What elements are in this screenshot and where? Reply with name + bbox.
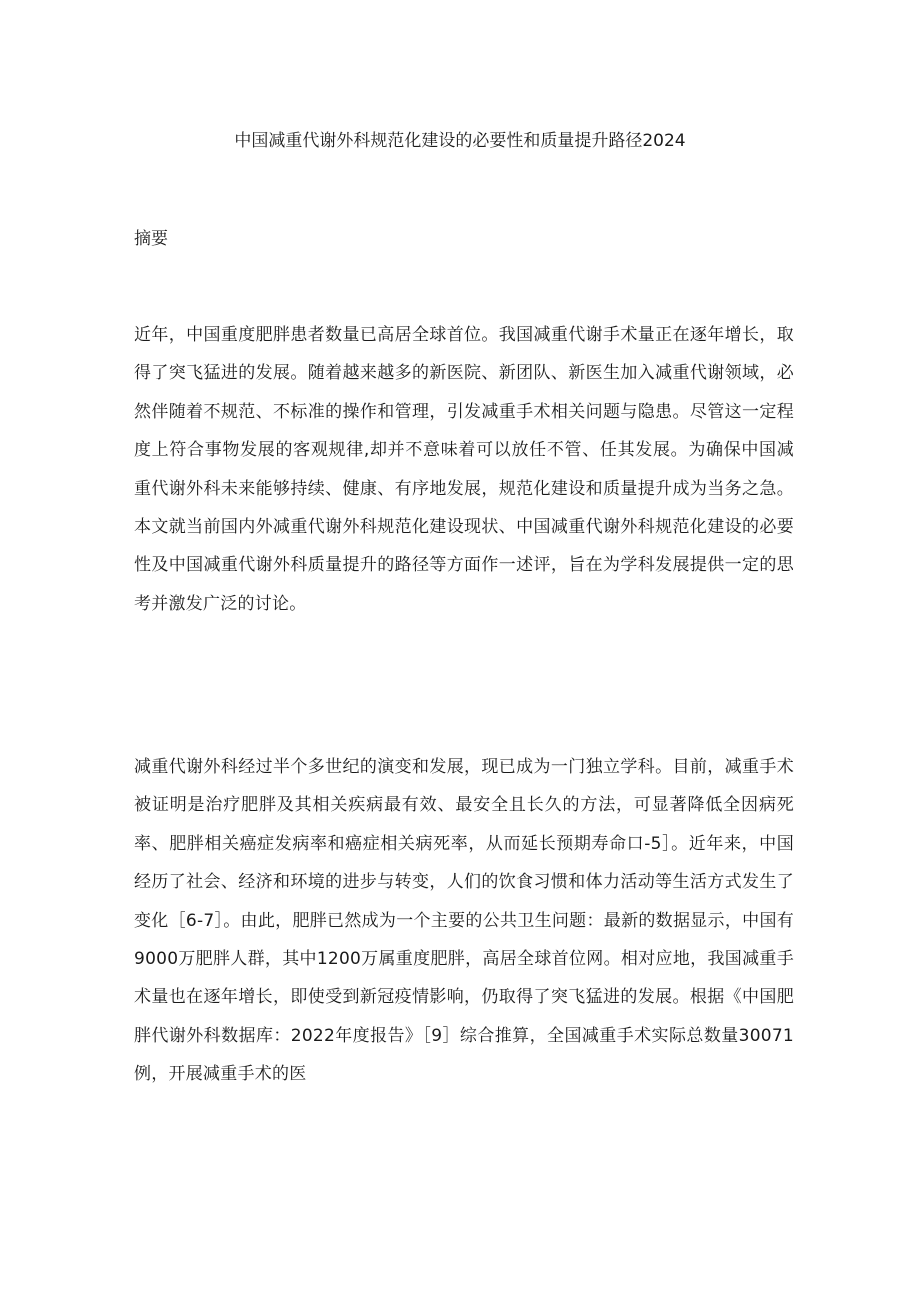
body-paragraph: 减重代谢外科经过半个多世纪的演变和发展，现已成为一门独立学科。目前，减重手术被证明是治疗肥胖及其相关疾病最有效、最安全且长久的方法，可显著降低全因病死率、肥胖相关癌症发病率和癌症相关病死率，从而延长预期寿命口-5］。近年来，中国经历了社会、经济和环境的进步与转变，人们的饮食习惯和体力活动等生活方式发生了变化［6-7］。由此，肥胖已然成为一个主要的公共卫生问题：最新的数据显示，中国有9000万肥胖人群，其中1200万属重度肥胖，高居全球首位网。相对应地，我国减重手术量也在逐年增长，即使受到新冠疫情影响，仍取得了突飞猛进的发展。根据《中国肥胖代谢外科数据库：2022年度报告》［9］综合推算，全国减重手术实际总数量30071例，开展减重手术的医 xyxy=(134,757,794,1085)
abstract-heading: 摘要 xyxy=(134,229,168,249)
abstract-paragraph: 近年，中国重度肥胖患者数量已高居全球首位。我国减重代谢手术量正在逐年增长，取得了突飞猛进的发展。随着越来越多的新医院、新团队、新医生加入减重代谢领域，必然伴随着不规范、不标准的操作和管理，引发减重手术相关问题与隐患。尽管这一定程度上符合事物发展的客观规律,却并不意味着可以放任不管、任其发展。为确保中国减重代谢外科未来能够持续、健康、有序地发展，规范化建设和质量提升成为当务之急。本文就当前国内外减重代谢外科规范化建设现状、中国减重代谢外科规范化建设的必要性及中国减重代谢外科质量提升的路径等方面作一述评，旨在为学科发展提供一定的思考并激发广泛的讨论。 xyxy=(134,325,794,614)
document-title: 中国减重代谢外科规范化建设的必要性和质量提升路径2024 xyxy=(234,131,686,151)
